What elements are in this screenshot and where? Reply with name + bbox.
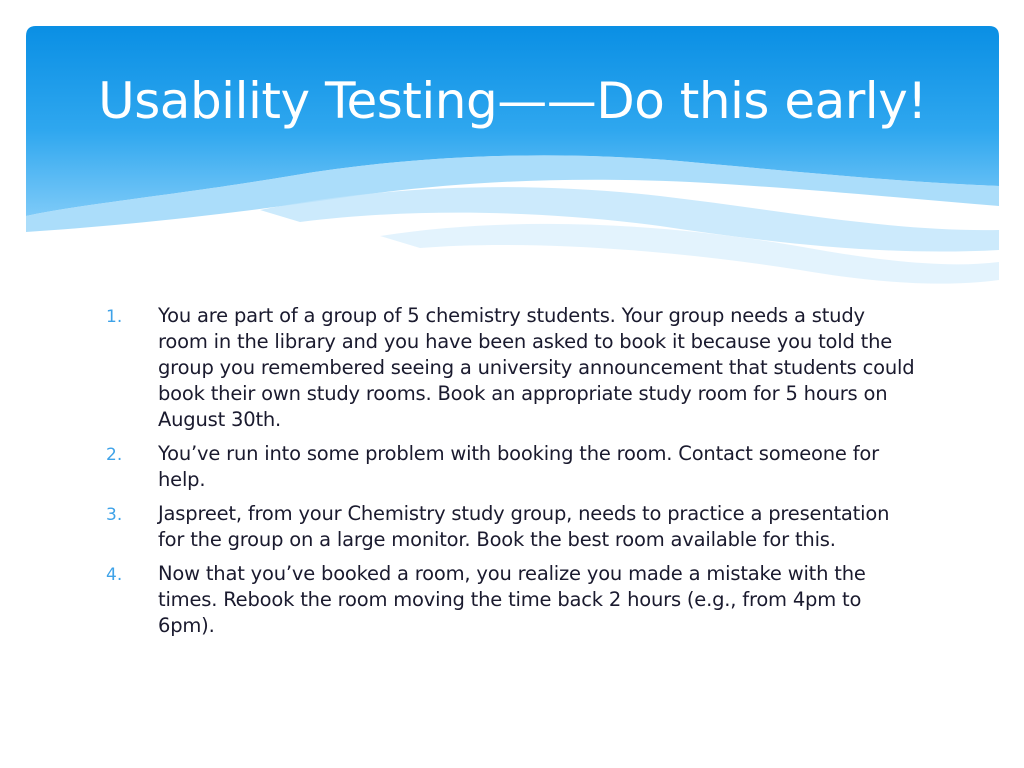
task-number: 4. [106, 565, 123, 585]
task-number: 1. [106, 307, 123, 327]
task-number: 3. [106, 505, 123, 525]
task-text: Jaspreet, from your Chemistry study group, needs to practice a presentation for the group on a large monitor. Book the best room available for this. [158, 502, 890, 551]
task-number: 2. [106, 445, 123, 465]
task-text: You are part of a group of 5 chemistry students. Your group needs a study room in the library and you have been asked to book it because you told the group you remembered seeing a university announcement that students could book their own study rooms. Book an appropriate study room for 5 hours on August 30th. [158, 304, 915, 431]
list-item [106, 303, 916, 433]
task-text: Now that you’ve booked a room, you realize you made a mistake with the times. Rebook the room moving the time back 2 hours (e.g., from 4pm to 6pm). [158, 562, 866, 637]
list-item [106, 561, 916, 639]
task-list [106, 303, 916, 647]
slide-title: Usability Testing——Do this early! [98, 72, 927, 130]
task-text: You’ve run into some problem with booking the room. Contact someone for help. [158, 442, 879, 491]
list-item [106, 441, 916, 493]
list-item [106, 501, 916, 553]
header-wave-background [0, 0, 1024, 300]
